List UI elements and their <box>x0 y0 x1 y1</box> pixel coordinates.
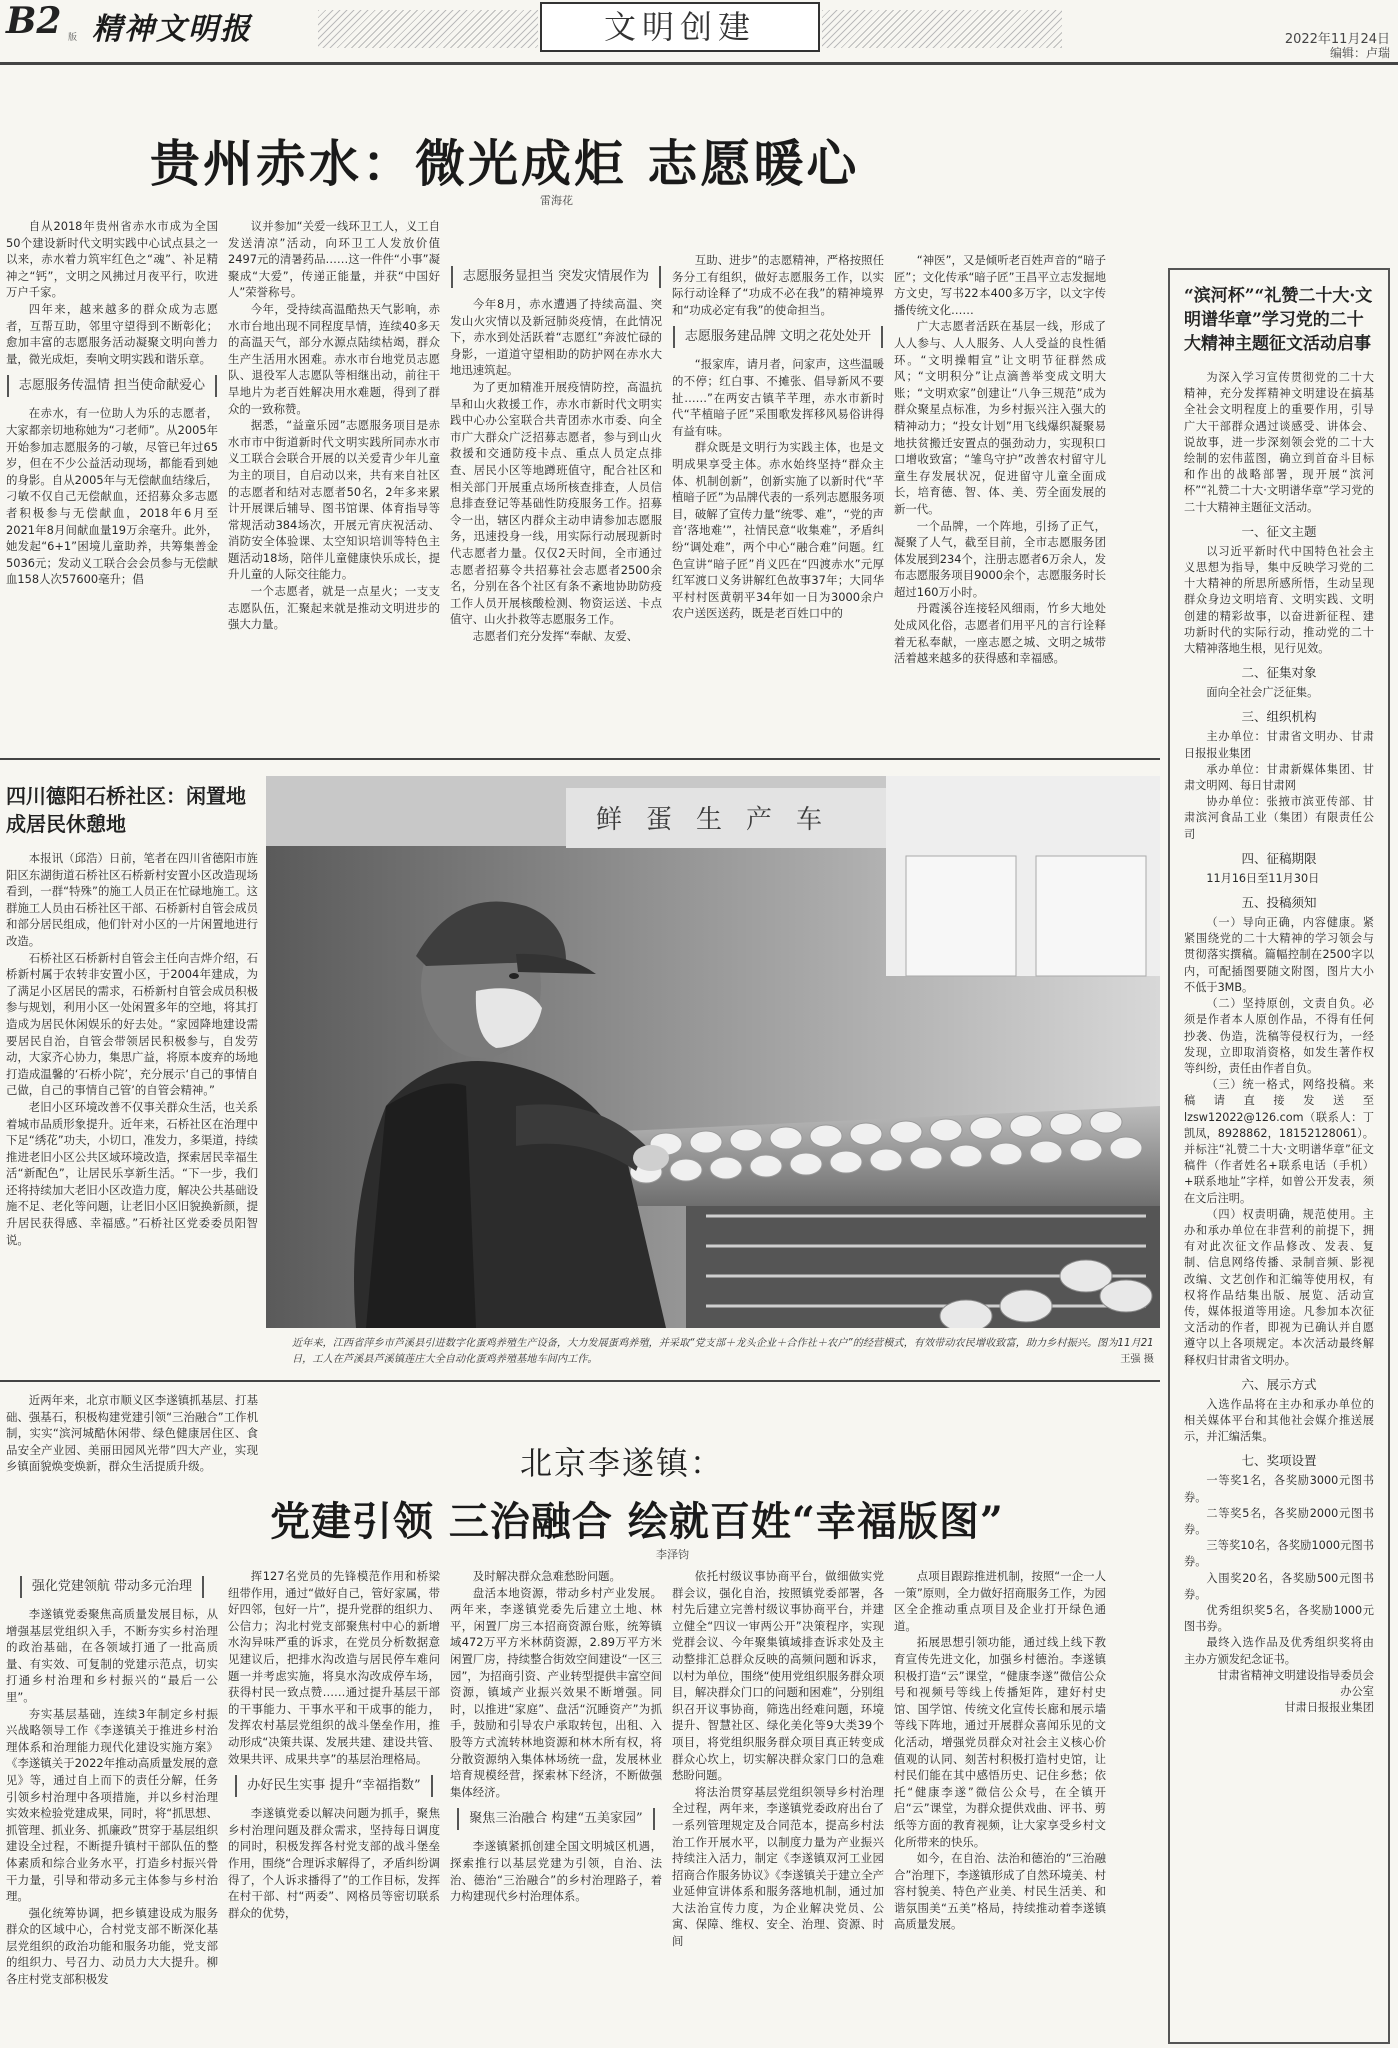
paragraph: 丹霞溪谷连接轻风细雨，竹乡大地处处成风化俗，志愿者们用平凡的言行诠释着无私奉献，一座志愿之城、文明之城带活着越来越多的获得感和幸福感。 <box>894 601 1106 666</box>
article3-column-3 <box>450 1568 662 2044</box>
paragraph: 为深入学习宣传贯彻党的二十大精神，充分发挥精神文明建设在搞基全社会文明程度上的重要作用，引导广大干部群众遇过谈感受、讲体会、说故事，进一步深刻领会党的二十大绘制的宏伟蓝图，确立到首奋斗目标和作出的战略部署，现开展“滨河杯”“礼赞二十大·文明谱华章”学习党的二十大精神主题征文活动。 <box>1184 371 1374 514</box>
paragraph: （一）导向正确，内容健康。紧紧围绕党的二十大精神的学习领会与贯彻落实撰稿。篇幅控制在2500字以内，可配插图要随文附图，图片大小不低于3MB。 <box>1184 916 1374 994</box>
paragraph: 面向全社会广泛征集。 <box>1206 686 1319 700</box>
paragraph: 议并参加“关爱一线环卫工人，义工自发送清凉”活动，向环卫工人发放价值2497元的清暑药品……这一件件“小事”凝聚成“大爱”，传递正能量，并获“中国好人”荣誉称号。 <box>228 219 440 300</box>
photo-egg-farm-worker <box>266 776 1160 1328</box>
paragraph: 一个志愿者，就是一点星火；一支支志愿队伍，汇聚起来就是推动文明进步的强大力量。 <box>228 584 440 632</box>
section-divider-1 <box>0 758 1160 760</box>
svg-text:产: 产 <box>746 805 773 835</box>
paragraph: 如今，在自治、法治和德治的“三治融合”治理下，李遂镇形成了自然环境美、村容村貌美、特色产业美、村民生活美、和谐氛围美“五美”格局，持续推动着李遂镇高质量发展。 <box>894 1851 1106 1932</box>
paragraph: 协办单位：张掖市滨亚传部、甘肃滨河食品工业（集团）有限责任公司 <box>1184 795 1374 841</box>
page-number: B2 <box>6 0 62 42</box>
notice-heading: 四、征稿期限 <box>1241 850 1317 866</box>
paragraph: （二）坚持原创，文责自负。必须是作者本人原创作品，不得有任何抄袭、伪造，洗稿等侵权行为，一经发现，立即取消资格，如发生著作权等纠纷，责任由作者自负。 <box>1184 997 1374 1075</box>
issue-date: 2022年11月24日 <box>1284 32 1390 47</box>
paragraph: 优秀组织奖5名，各奖励1000元图书券。 <box>1184 1604 1374 1634</box>
paragraph: 点项目跟踪推进机制，按照“一企一人一策”原则，全力做好招商服务工作，为园区全企推动重点项目及企业打开绿色通道。 <box>894 1569 1106 1633</box>
photo-credit: 王强 摄 <box>1120 1354 1154 1365</box>
article1-byline: 雷海花 <box>540 194 573 207</box>
masthead-hatch-left <box>318 10 538 48</box>
masthead-hatch-right <box>822 10 1062 48</box>
paragraph: 主办单位：甘肃省文明办、甘肃日报报业集团 <box>1184 730 1374 760</box>
article1-subhead-2: 志愿服务显担当 突发灾情展作为 <box>450 266 662 288</box>
editor-credit: 编辑：卢瑞 <box>1329 46 1390 60</box>
paragraph: 李遂镇党委聚焦高质量发展目标，从增强基层党组织入手，不断夯实乡村治理的政治基础，在各领域打通了一批高质量、有实效、可复制的党建示范点，切实打通乡村治理和乡村振兴的“最后一公里”。 <box>6 1607 218 1704</box>
notice-heading: 七、奖项设置 <box>1241 1453 1317 1469</box>
paragraph: 李遂镇紧抓创建全国文明城区机遇，探索推行以基层党建为引领，自治、法治、德治“三治融合”的乡村治理路子，着力构建现代乡村治理体系。 <box>450 1839 662 1904</box>
article3-column-2 <box>228 1568 440 2044</box>
article1-column-5 <box>894 252 1106 748</box>
paragraph: 今年，受持续高温酷热天气影响，赤水市台地出现不同程度旱情，连续40多天的高温天气，部分水源点陆续枯竭，群众生产生活用水困难。赤水市台地党员志愿队、退役军人志愿队等相继出动，前往干旱地片为老百姓解决用水难题，得到了群众的一致称赞。 <box>228 301 440 416</box>
article3-column-1 <box>6 1568 218 2044</box>
notice-heading: 三、组织机构 <box>1241 709 1317 725</box>
paragraph: 将法治贯穿基层党组织领导乡村治理全过程，两年来，李遂镇党委政府出台了一系列管理规定及合同范本，提高乡村法治工作开展水平，以制度力量为产业振兴持续注入活力，制定《李遂镇双河工业园招商合作服务协议》《李遂镇关于建立全产业延伸宣讲体系和服务落地机制，通过加大法治宣传力度，为企业解决党员、公寓、保障、维权、安全、治理、资源、时间 <box>672 1784 884 1949</box>
notice-heading: 五、投稿须知 <box>1241 895 1317 911</box>
caption-text: 近年来，江西省萍乡市芦溪县引进数字化蛋鸡养殖生产设备，大力发展蛋鸡养殖，并采取“党支部＋龙头企业＋合作社＋农户”的经营模式，有效带动农民增收致富，助力乡村振兴。图为11月21日，工人在芦溪县芦溪镇莲庄大全自动化蛋鸡养殖基地车间内工作。 <box>292 1338 1154 1365</box>
paragraph: 老旧小区环境改善不仅事关群众生活，也关系着城市品质形象提升。近年来，石桥社区在治理中下足“绣花”功夫，小切口，准发力，多渠道，持续推进老旧小区公共区域环境改造，探索居民幸福生活“新配色”，让居民乐享新生活。“下一步，我们还将持续加大老旧小区改造力度，解决公共基础设施不足、老化等问题，让老旧小区旧貌换新颜，提升居民获得感、幸福感。”石桥社区党委委员阳智说。 <box>6 1099 258 1247</box>
article2-body <box>6 850 258 1370</box>
article3-headline-line2: 党建引领 三治融合 绘就百姓“幸福版图” <box>270 1498 1004 1545</box>
paragraph: 强化统筹协调，把乡镇建设成为服务群众的区域中心，合村党支部不断深化基层党组织的政治功能和服务功能，党支部的组织力、号召力、动员力大大提升。柳各庄村党支部积极发 <box>6 1905 218 1987</box>
article3-headline-line1: 北京李遂镇： <box>520 1444 725 1482</box>
paragraph: 石桥社区石桥新村自管会主任向吉烨介绍，石桥新村属于农转非安置小区，于2004年建成，为了满足小区居民的需求，石桥新村自管会成员积极参与规划，利用小区一处闲置多年的空地，将其打造成为居民休闲娱乐的好去处。“家园降地建设需要居民自治，自管会带领居民积极参与，自发劳动，大家齐心协力，集思广益，将原本废弃的场地打造成温馨的‘石桥小院’，充分展示‘自己的事情自己做，自己的事情自己管’的自管会精神。” <box>6 950 258 1098</box>
paragraph: “神医”，又是倾听老百姓声音的“暗子匠”；文化传承“暗子匠”王昌平立志发掘地方文史，写书22本400多万字，以文字传播传统文化…… <box>894 253 1106 317</box>
article3-subhead-2: 办好民生实事 提升“幸福指数” <box>228 1775 440 1797</box>
notice-heading: 六、展示方式 <box>1241 1376 1317 1392</box>
notice-body <box>1184 370 1374 1716</box>
paragraph: “报家库，请月者，问家声，这些温暖的不停；红白事、不摊张、倡导新风不要扯……”在两安古镇芊芊理，赤水市新时代“芊植暗子匠”采围歌发挥移风易俗讲得有益有味。 <box>672 357 884 438</box>
article1-headline: 贵州赤水：微光成炬 志愿暖心 <box>150 134 860 193</box>
paragraph: （四）权责明确，规范使用。主办和承办单位在非营利的前提下，拥有对此次征文作品修改、发表、复制、信息网络传播、录制音频、影视改编、文艺创作和汇编等使用权，有权将作品结集出版、展览、活动宣传，媒体报道等用途。凡参加本次征文活动的作者，即视为已确认并自愿遵守以上各项规定。本次活动最终解释权归甘肃省文明办。 <box>1184 1207 1374 1367</box>
paragraph: 二等奖5名，各奖励2000元图书券。 <box>1184 1506 1374 1536</box>
notice-heading: 二、征集对象 <box>1241 665 1317 681</box>
paragraph: 互助、进步”的志愿精神，严格按照任务分工有组织，做好志愿服务工作，以实际行动诠释了“功成不必在我”的精神境界和“功成必定有我”的使命担当。 <box>672 253 884 317</box>
article3-column-4 <box>672 1568 884 2044</box>
paragraph: 近两年来，北京市顺义区李遂镇抓基层、打基础、强基石，积极构建党建引领“三治融合”工作机制，实实“滨河城酷休闲带、绿色健康居住区、食品安全产业园、美丽田园风光带”四大产业，实现乡镇面貌焕变焕新，群众生活提质升级。 <box>6 1393 258 1474</box>
notice-signature: 甘肃日报报业集团 <box>1284 1701 1374 1715</box>
article2-headline: 四川德阳石桥社区：闲置地成居民休憩地 <box>6 784 246 836</box>
paragraph: 以习近平新时代中国特色社会主义思想为指导，集中反映学习党的二十大精神的所思所感所悟，生动呈现群众身边文明培育、文明实践、文明创建的精彩故事，以奋进新征程、建功新时代的实际行动，推动党的二十大精神落地生根，见行见效。 <box>1184 544 1374 656</box>
article1-column-4 <box>672 252 884 748</box>
article1-subhead-3: 志愿服务建品牌 文明之花处处开 <box>672 326 884 348</box>
paragraph: 拓展思想引领功能，通过线上线下教育宣传先进文化，加强乡村德治。李遂镇积极打造“云”课堂，“健康李遂”微信公众号和视频号等线上传播矩阵，建好村史馆、国学馆、传统文化宣传长廊和展示墙等线下阵地，通过开展群众喜闻乐见的文化活动，增强党员群众对社会主义核心价值观的认同、刻苦村积极打造村史馆，让村民们能在其中感悟历史、记住乡愁；依托“健康李遂”微信公众号，在全镇开启“云”课堂，为群众提供戏曲、评书、剪纸等方面的教育视频，让大家享受乡村文化所带来的快乐。 <box>894 1635 1106 1849</box>
essay-contest-notice <box>1168 268 1390 2044</box>
paragraph: 四年来，越来越多的群众成为志愿者，互帮互助，邻里守望得到不断彰化；愈加丰富的志愿服务活动凝聚文明向善力量，微光成炬，奏响文明实践和谐乐章。 <box>6 301 218 366</box>
paragraph: 承办单位：甘肃新媒体集团、甘肃文明网、每日甘肃网 <box>1184 762 1374 793</box>
paragraph: 盘活本地资源，带动乡村产业发展。两年来，李遂镇党委先后建立土地、林平，闲置厂房三本招商资源台账，统筹镇域472万平方米林荫资源，2.89万平方米闲置厂房，持续整合街效空间建设“一区三园”，为招商引资、产业转型提供丰富空间资源，镇域产业振兴效果不断增强。同时，以推进“家庭”、盘活“沉睡资产”为抓手，鼓励和引导农户承取转包，出租、入股等方式流转林地资源和林木所有权，将分散资源纳入集体林场统一盘，发展林业培育规模经营，探索林下经济，不断做强集体经济。 <box>450 1585 662 1799</box>
paragraph: 最终入选作品及优秀组织奖将由主办方颁发纪念证书。 <box>1184 1636 1374 1666</box>
paragraph: 李遂镇党委以解决问题为抓手，聚焦乡村治理问题及群众需求，坚持每日调度的同时，积极发挥各村党支部的战斗堡垒作用，围绕“合理诉求解得了，矛盾纠纷调得了，个人诉求播得了”的工作目标，发挥在村干部、村“两委”、网格员等密切联系群众的优势， <box>228 1806 440 1920</box>
svg-text:车: 车 <box>796 805 823 835</box>
article1-subhead-1: 志愿服务传温情 担当使命献爱心 <box>6 375 218 397</box>
article3-subhead-1: 强化党建领航 带动多元治理 <box>6 1576 218 1598</box>
svg-text:鲜: 鲜 <box>596 805 623 835</box>
paragraph: 今年8月，赤水遭遇了持续高温、突发山火灾情以及新冠肺炎疫情，在此情况下，赤水到处活跃着“志愿红”奔波忙碌的身影，一道道守望相助的防护网在赤水大地迅速筑起。 <box>450 297 662 378</box>
svg-text:生: 生 <box>696 805 723 835</box>
paragraph: 自从2018年贵州省赤水市成为全国50个建设新时代文明实践中心试点县之一以来，赤水着力筑牢红色之“魂”、补足精神之“钙”，文明之风拂过月夜平行，吹进万户千家。 <box>6 219 218 300</box>
paragraph: 广大志愿者活跃在基层一线，形成了人人参与、人人服务、人人受益的良性循环。“文明操帽宣”让文明节征群然成风；“文明积分”让点滴善举变成文明大账；“文明欢家”创建让“八争三规范”成为群众聚星点标准，为乡村振兴注入强大的精神动力；“投女计划”用飞线爆织凝聚易地扶贫搬迁安置点的强劲动力，实现积口口增收致富；“雏鸟守护”改善农村留守儿童生存发展状况，促进留守儿童全面成长，培育德、智、体、美、劳全面发展的新一代。 <box>894 319 1106 516</box>
paragraph: 依托村级议事协商平台，做细做实党群会议，强化自治，按照镇党委部署，各村先后建立完善村级议事协商平台，并建立健全“四议一审两公开”决策程序，实现党群会议、今年聚集镇域排查诉求处及主动整排汇总群众反映的高频问题和诉求，以村为单位，围绕“使用党组织服务群众项目，解决群众门口的问题和困难”，分别组织召开议事协商，筛选出经难问题，环境提升、智慧社区、绿化美化等9大类39个项目，将党组织服务群众项目真正转变成群众心坎上，切实解决群众家门口的急难愁盼问题。 <box>672 1569 884 1783</box>
paragraph: （三）统一格式，网络投稿。来稿请直接发送至lzsw12022@126.com（联系人：丁凯凤，8928862，18152128061）。并标注“礼赞二十大·文明谱华章”征文稿件（作者姓名+联系电话（手机）+联系地址”字样，如曾公开发表，须在文后注明。 <box>1184 1078 1374 1205</box>
paragraph: 在赤水，有一位助人为乐的志愿者，大家都亲切地称她为“刁老师”。从2005年开始参加志愿服务的刁敏，尽管已年过65岁，但在不少公益活动现场，都能看到她的身影。自从2005年与无偿献血结缘后，刁敏不仅自己无偿献血，还招募众多志愿者积极参与无偿献血，2018年6月至2021年8月间献血量19万余毫升。此外，她发起“6+1”困境儿童助养，共筹集善金5036元；发动义工联合会会员参与无偿献血158人次57600毫升；倡 <box>6 406 218 587</box>
newspaper-name: 精神文明报 <box>92 12 252 47</box>
paragraph: 11月16日至11月30日 <box>1206 871 1320 885</box>
paragraph: 三等奖10名，各奖励1000元图书券。 <box>1184 1539 1374 1569</box>
notice-title: “滨河杯”“礼赞二十大·文明谱华章”学习党的二十大精神主题征文活动启事 <box>1184 286 1373 354</box>
paragraph: 挥127名党员的先锋模范作用和桥梁纽带作用，通过“做好自己，管好家属，带好四邻，包好一片”，提升党群的组织力、公信力；沟北村党支部聚焦村中心的新增水沟异味严重的诉求，在党员分析数据意见建议后，把排水沟改造与居民停车难问题一并考虑实施，将臭水沟改成停车场，获得村民一致点赞……通过提升基层干部的干事能力、干事水平和干成事的能力，发挥农村基层党组织的战斗堡垒作用，推动形成“决策共谋、发展共建、建设共管、效果共评、成果共享”的基层治理格局。 <box>228 1569 440 1766</box>
page-suffix: 版 <box>68 33 78 43</box>
paragraph: 夯实基层基础，连续3年制定乡村振兴战略领导工作《李遂镇关于推进乡村治理体系和治理能力现代化建设实施方案》《李遂镇关于2022年推动高质量发展的意见》等，通过自上而下的责任分解，任务引领乡村治理中各项措施，并以乡村治理实效来检验党建成果，同时，将“抓思想、抓管理、抓业务、抓廉政”贯穿于基层组织建设全过程，不断提升镇村干部队伍的整体素质和综合业务水平，打造乡村振兴骨干力量，引导和带动多元主体参与乡村治理。 <box>6 1706 218 1904</box>
article3-byline: 李泽钧 <box>656 1548 689 1561</box>
article3-intro <box>6 1392 258 1562</box>
paragraph: 入围奖20名，各奖励500元图书券。 <box>1184 1571 1374 1601</box>
paragraph: 及时解决群众急难愁盼问题。 <box>472 1569 621 1583</box>
section-title: 文明创建 <box>540 2 820 52</box>
section-divider-2 <box>0 1380 1160 1382</box>
masthead-rule <box>0 62 1398 65</box>
article1-column-2 <box>228 218 440 748</box>
paragraph: 志愿者们充分发挥“奉献、友爱、 <box>472 628 639 643</box>
paragraph: 一个品牌，一个阵地，引扬了正气，凝聚了人气，截至目前，全市志愿服务团体发展到234个，注册志愿者6万余人，发布志愿服务项目9000余个，志愿服务时长超过160万小时。 <box>894 518 1106 599</box>
notice-signature: 甘肃省精神文明建设指导委员会办公室 <box>1217 1668 1374 1699</box>
article1-column-1 <box>6 218 218 748</box>
article1-column-3 <box>450 258 662 748</box>
notice-heading: 一、征文主题 <box>1241 523 1317 539</box>
paragraph: 本报讯（邱浩）日前，笔者在四川省德阳市旌阳区东湖街道石桥社区石桥新村安置小区改造现场看到，一群“特殊”的施工人员正在忙碌地施工。这群施工人员由石桥社区干部、石桥新村自管会成员和部分居民组成，他们针对小区的一片闲置地进行改造。 <box>6 851 258 948</box>
paragraph: 据悉，“益童乐园”志愿服务项目是赤水市市中街道新时代文明实践所同赤水市义工联合会联合开展的以关爱青少年儿童为主的项目，自启动以来，共有来自社区的志愿者和结对志愿者50名，2年多来累计开展课后辅导、图书馆课、体育指导等常规活动384场次，开展元宵庆祝活动、消防安全体验课、太空知识培训等特色主题活动18场，陪伴儿童健康快乐成长，提升儿童的人际交往能力。 <box>228 418 440 582</box>
news-photo <box>266 776 1160 1328</box>
paragraph: 入选作品将在主办和承办单位的相关媒体平台和其他社会媒介推送展示，并汇编活集。 <box>1184 1397 1374 1444</box>
paragraph: 为了更加精准开展疫情防控，高温抗旱和山火救援工作，赤水市新时代文明实践中心办公室联合共青团赤水市委、向全市广大群众广泛招募志愿者，参与到山火救援和交通防疫卡点、重点人员定点排查、居民小区等地蹲班值守，配合社区和相关部门开展重点场所核查排查，人员信息排查登记等基础性防疫服务工作。招募令一出，辖区内群众主动申请参加志愿服务，迅速投身一线，用实际行动展现新时代志愿者力量。仅仅2天时间，全市通过志愿者招募令共招募社会志愿者2500余名，分别在各个社区有条不紊地协助防疫工作人员开展核酸检测、物资运送、卡点值守、山火扑救等志愿服务工作。 <box>450 379 662 627</box>
photo-caption <box>292 1336 1154 1368</box>
svg-text:蛋: 蛋 <box>646 805 673 835</box>
article3-column-5 <box>894 1568 1106 2044</box>
paragraph: 群众既是文明行为实践主体，也是文明成果享受主体。赤水始终坚持“群众主体、机制创新”，创新实施了以新时代“芊植暗子匠”为品牌代表的一系列志愿服务项目，破解了宣传力量“统零、难”，“党的声音‘落地难’”，社情民意“收集难”，矛盾纠纷“调处难”，两个中心“融合难”问题。红色宣讲“暗子匠”肖义匹在“四渡赤水”元厚红军渡口义务讲解红色故事37年；大同华平村村医黄朝平34年如一日为3000余户农户送医送药，既是老百姓口中的 <box>672 440 884 621</box>
article3-subhead-3: 聚焦三治融合 构建“五美家园” <box>450 1808 662 1830</box>
paragraph: 一等奖1名，各奖励3000元图书券。 <box>1184 1474 1374 1504</box>
